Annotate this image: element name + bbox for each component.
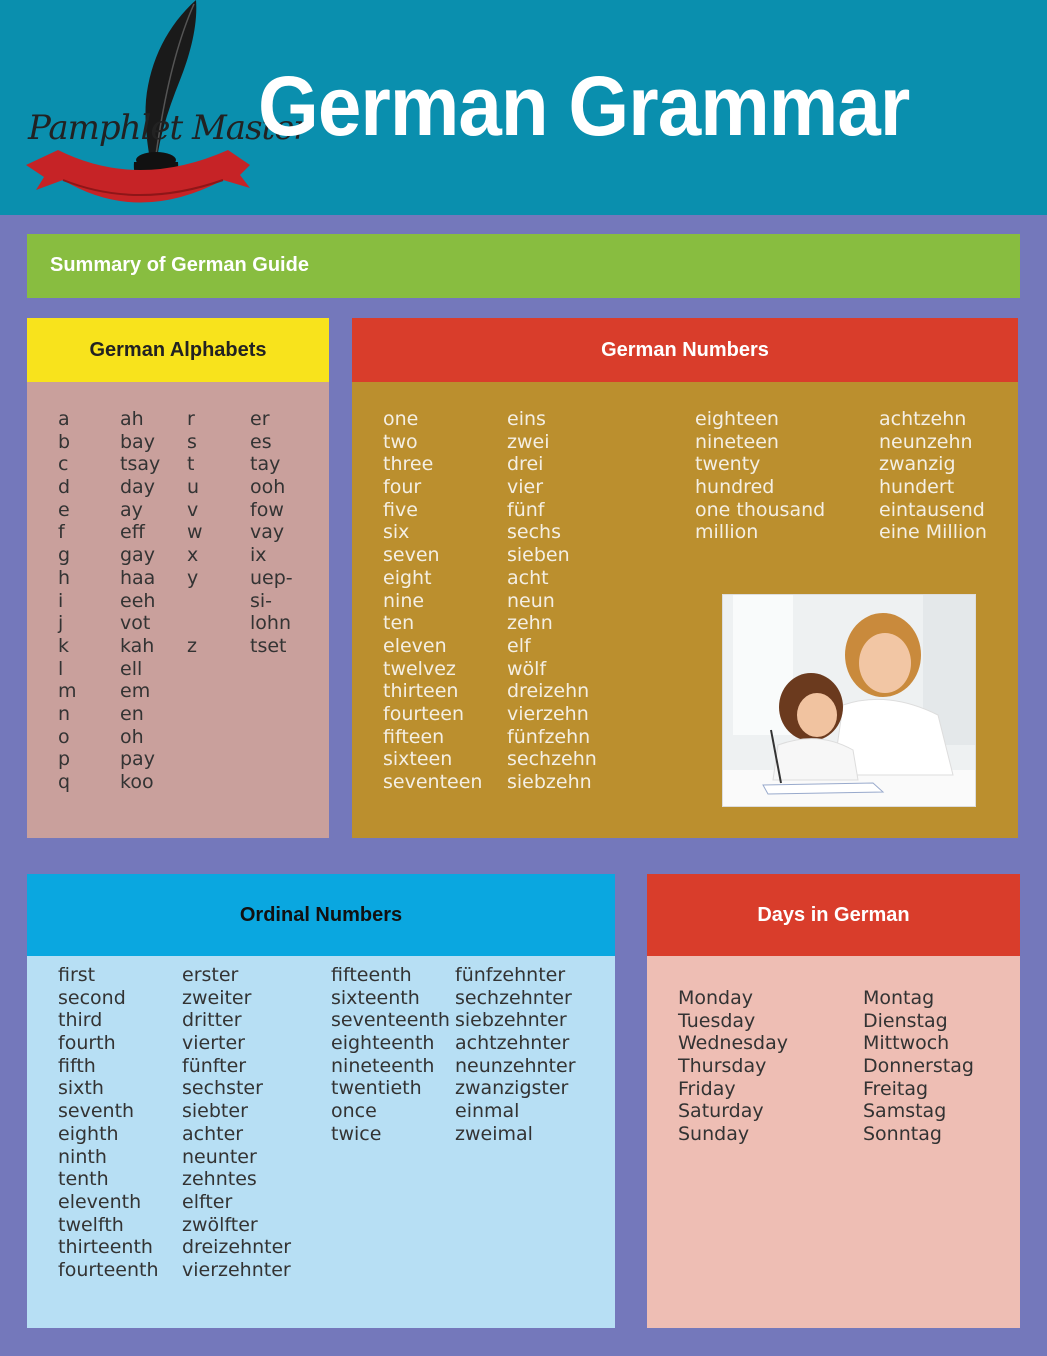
list-item: zehn — [507, 612, 553, 635]
ordinal-german-col2 — [455, 964, 576, 1146]
list-item: ooh — [250, 476, 286, 499]
list-item: drei — [507, 453, 544, 476]
list-item: r — [187, 408, 195, 430]
list-item: fourteenth — [58, 1258, 159, 1281]
numbers-body — [352, 382, 1018, 838]
list-item: ten — [383, 612, 415, 635]
list-item: thirteen — [383, 680, 459, 703]
alphabets-body — [27, 382, 329, 838]
list-item: seventeenth — [331, 1009, 450, 1032]
list-item: si- — [250, 589, 273, 612]
list-item: siebzehn — [507, 771, 592, 793]
list-item: b — [58, 430, 71, 453]
list-item: w — [187, 521, 203, 544]
page-title: German Grammar — [258, 59, 910, 153]
pamphlet-master-logo — [18, 0, 309, 220]
list-item: o — [58, 725, 70, 748]
alphabet-sounds-col1 — [120, 408, 160, 794]
list-item: eleventh — [58, 1190, 142, 1213]
list-item: sechzehnter — [455, 986, 572, 1009]
list-item — [187, 590, 203, 613]
list-item: p — [58, 748, 71, 771]
list-item: koo — [120, 771, 154, 793]
list-item: eins — [507, 408, 546, 430]
days-body — [647, 956, 1020, 1328]
list-item: million — [695, 521, 759, 544]
list-item: three — [383, 453, 434, 476]
list-item: acht — [507, 566, 549, 589]
list-item: g — [58, 544, 71, 567]
alphabets-panel — [27, 318, 329, 838]
photo-mother-daughter-studying — [722, 594, 976, 807]
list-item: twentieth — [331, 1077, 422, 1100]
list-item: sieben — [507, 544, 570, 567]
list-item: twelvez — [383, 657, 456, 680]
list-item: u — [187, 476, 200, 499]
list-item: Friday — [678, 1077, 736, 1100]
list-item: x — [187, 544, 199, 567]
list-item: ix — [250, 544, 267, 567]
list-item: y — [187, 566, 199, 589]
list-item: bay — [120, 430, 155, 453]
list-item: ninth — [58, 1145, 107, 1168]
list-item: achter — [182, 1122, 244, 1145]
ordinal-heading: Ordinal Numbers — [27, 874, 615, 956]
list-item: c — [58, 453, 69, 476]
list-item: neunzehn — [879, 430, 973, 453]
alphabet-sounds-col2 — [250, 408, 293, 658]
list-item: a — [58, 408, 70, 430]
list-item: dreizehn — [507, 680, 590, 703]
list-item: day — [120, 476, 155, 499]
list-item: nineteenth — [331, 1054, 435, 1077]
list-item: eighteen — [695, 408, 779, 430]
list-item: four — [383, 476, 422, 499]
list-item: l — [58, 657, 64, 680]
list-item: zwei — [507, 430, 550, 453]
list-item: seventeen — [383, 771, 483, 793]
list-item: Donnerstag — [863, 1055, 974, 1078]
list-item: twenty — [695, 453, 761, 476]
list-item: fünfzehnter — [455, 964, 566, 986]
alphabets-heading: German Alphabets — [27, 318, 329, 382]
list-item: Sunday — [678, 1123, 750, 1146]
days-heading: Days in German — [647, 874, 1020, 956]
list-item: Saturday — [678, 1100, 764, 1123]
list-item: eleven — [383, 634, 447, 657]
list-item: Dienstag — [863, 1009, 948, 1032]
list-item: oh — [120, 725, 144, 748]
list-item: once — [331, 1100, 377, 1123]
list-item: eeh — [120, 589, 156, 612]
list-item: fifth — [58, 1054, 96, 1077]
list-item: haa — [120, 566, 156, 589]
list-item: fow — [250, 498, 284, 521]
list-item: sixth — [58, 1077, 104, 1100]
list-item: tset — [250, 634, 287, 657]
numbers-heading: German Numbers — [352, 318, 1018, 382]
list-item: Monday — [678, 987, 754, 1009]
list-item: eight — [383, 566, 432, 589]
list-item: f — [58, 521, 65, 544]
list-item: six — [383, 521, 410, 544]
list-item: es — [250, 430, 272, 453]
ordinal-panel — [27, 874, 615, 1328]
list-item: second — [58, 986, 126, 1009]
list-item: i — [58, 589, 64, 612]
list-item: sechster — [182, 1077, 263, 1100]
list-item: eintausend — [879, 498, 985, 521]
list-item: q — [58, 771, 71, 793]
list-item: zwölfter — [182, 1213, 258, 1236]
list-item: two — [383, 430, 418, 453]
summary-bar — [27, 234, 1020, 298]
list-item: Wednesday — [678, 1032, 789, 1055]
list-item: tenth — [58, 1168, 109, 1191]
list-item: sixteenth — [331, 986, 420, 1009]
list-item: zweimal — [455, 1122, 533, 1145]
list-item: h — [58, 566, 71, 589]
list-item: fünfter — [182, 1054, 247, 1077]
ordinal-german-col1 — [182, 964, 291, 1282]
list-item: vot — [120, 612, 151, 635]
list-item: ell — [120, 657, 143, 680]
list-item: tay — [250, 453, 281, 476]
list-item: k — [58, 634, 70, 657]
list-item: er — [250, 408, 270, 430]
list-item: kah — [120, 634, 155, 657]
list-item: t — [187, 453, 195, 476]
list-item: gay — [120, 544, 155, 567]
ordinal-english-col1 — [58, 964, 159, 1282]
list-item: first — [58, 964, 96, 986]
days-panel — [647, 874, 1020, 1328]
list-item: z — [187, 634, 197, 657]
list-item: uep- — [250, 566, 293, 589]
list-item: dreizehnter — [182, 1236, 292, 1259]
list-item: e — [58, 498, 70, 521]
list-item: em — [120, 680, 151, 703]
list-item: Tuesday — [678, 1009, 756, 1032]
list-item: siebter — [182, 1100, 248, 1123]
list-item: third — [58, 1009, 103, 1032]
list-item: eine Million — [879, 521, 987, 544]
page-header — [0, 0, 1047, 215]
list-item: one — [383, 408, 419, 430]
ordinal-body — [27, 956, 615, 1328]
list-item: vier — [507, 476, 544, 499]
list-item: neun — [507, 589, 555, 612]
list-item: zwanzigster — [455, 1077, 569, 1100]
list-item: elfter — [182, 1190, 233, 1213]
list-item: siebzehnter — [455, 1009, 567, 1032]
list-item: nine — [383, 589, 425, 612]
list-item: eff — [120, 521, 145, 544]
numbers-english-col1 — [383, 408, 482, 794]
numbers-german-col1 — [507, 408, 597, 794]
days-german-col — [863, 987, 974, 1146]
list-item: thirteenth — [58, 1236, 153, 1259]
list-item: Thursday — [678, 1055, 767, 1078]
numbers-german-col2 — [879, 408, 987, 544]
list-item: Freitag — [863, 1077, 929, 1100]
list-item: zweiter — [182, 986, 252, 1009]
list-item: ah — [120, 408, 144, 430]
list-item: wölf — [507, 657, 547, 680]
list-item: fünfzehn — [507, 725, 591, 748]
list-item: zwanzig — [879, 453, 956, 476]
list-item: ay — [120, 498, 143, 521]
list-item — [187, 612, 203, 635]
ordinal-english-col2 — [331, 964, 450, 1146]
numbers-panel — [352, 318, 1018, 838]
list-item: einmal — [455, 1100, 520, 1123]
list-item: pay — [120, 748, 155, 771]
list-item: v — [187, 498, 199, 521]
days-english-col — [678, 987, 788, 1146]
list-item: zehntes — [182, 1168, 257, 1191]
numbers-english-col2 — [695, 408, 825, 544]
list-item: fünf — [507, 498, 545, 521]
list-item: twelfth — [58, 1213, 124, 1236]
list-item: eighth — [58, 1122, 119, 1145]
list-item: d — [58, 476, 71, 499]
list-item: fifteen — [383, 725, 445, 748]
list-item: five — [383, 498, 418, 521]
list-item: tsay — [120, 453, 161, 476]
list-item: neunzehnter — [455, 1054, 576, 1077]
list-item: vay — [250, 521, 285, 544]
list-item: dritter — [182, 1009, 242, 1032]
summary-label: Summary of German Guide — [50, 254, 309, 276]
list-item: achtzehn — [879, 408, 967, 430]
list-item: Samstag — [863, 1100, 947, 1123]
list-item: sixteen — [383, 748, 453, 771]
list-item: hundert — [879, 476, 955, 499]
alphabet-letters-col1 — [58, 408, 77, 794]
list-item: neunter — [182, 1145, 257, 1168]
list-item: seven — [383, 544, 440, 567]
list-item: elf — [507, 634, 531, 657]
list-item: nineteen — [695, 430, 779, 453]
list-item: hundred — [695, 476, 775, 499]
list-item: s — [187, 430, 197, 453]
list-item: Sonntag — [863, 1123, 942, 1146]
list-item: j — [58, 612, 64, 635]
list-item: fifteenth — [331, 964, 412, 986]
list-item: fourth — [58, 1032, 116, 1055]
list-item: erster — [182, 964, 239, 986]
list-item: Montag — [863, 987, 935, 1009]
logo-text: Pamphlet Master — [28, 108, 309, 148]
list-item: n — [58, 702, 71, 725]
list-item: sechs — [507, 521, 561, 544]
list-item: twice — [331, 1122, 382, 1145]
list-item: Mittwoch — [863, 1032, 950, 1055]
list-item: vierzehn — [507, 702, 589, 725]
list-item: vierter — [182, 1032, 245, 1055]
list-item: achtzehnter — [455, 1032, 570, 1055]
list-item: m — [58, 680, 77, 703]
list-item: vierzehnter — [182, 1258, 291, 1281]
list-item: en — [120, 702, 144, 725]
list-item: seventh — [58, 1100, 135, 1123]
alphabet-letters-col2 — [187, 408, 203, 658]
list-item: eighteenth — [331, 1032, 435, 1055]
list-item: one thousand — [695, 498, 826, 521]
list-item: fourteen — [383, 702, 465, 725]
list-item: lohn — [250, 612, 291, 635]
list-item: sechzehn — [507, 748, 597, 771]
